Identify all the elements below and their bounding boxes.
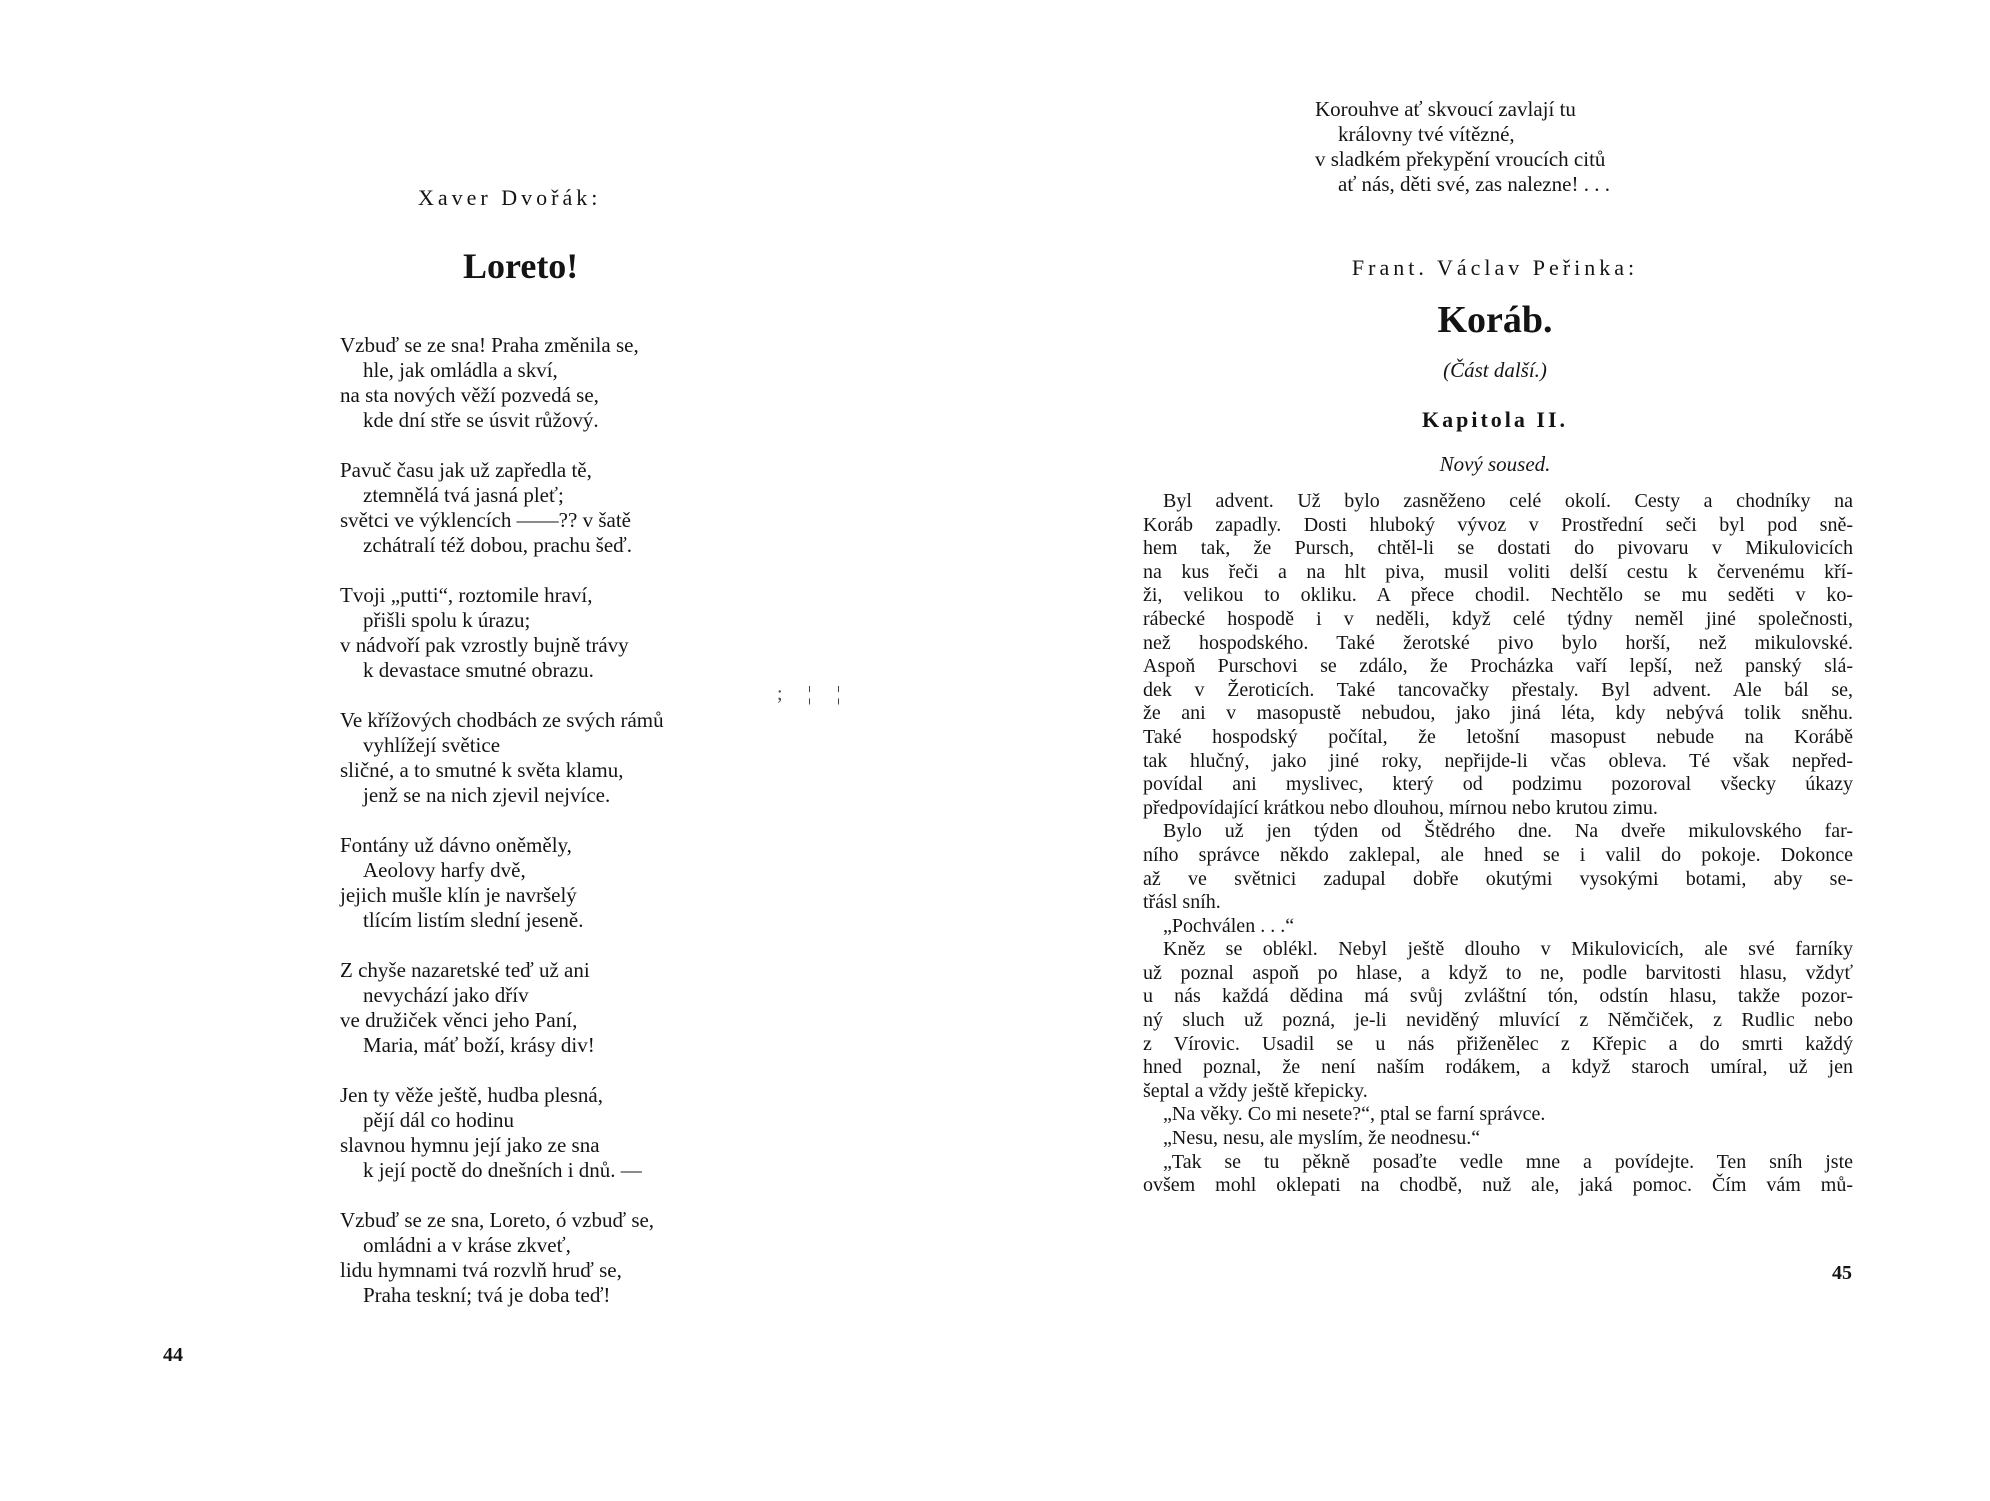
poem-line: zchátralí též dobou, prachu šeď. [363,533,632,557]
poem-line: světci ve výklencích ——?? v šatě [340,508,631,532]
prose-line: už poznal aspoň po hlase, a když to ne, podle barvitosti hlasu, vždyť [1143,961,1853,984]
poem-line: slavnou hymnu její jako ze sna [340,1133,600,1157]
poem-line: ztemnělá tvá jasná pleť; [363,483,564,507]
right-page [995,0,1990,1501]
poem-line: přišli spolu k úrazu; [363,608,531,632]
poem-stanza [340,958,664,1058]
poem-line: královny tvé vítězné, [1338,122,1515,146]
prose-line: že ani v masopustě nebudou, jako jiná léta, kdy nebývá tolik sněhu. [1143,702,1853,725]
prose-body [1143,490,1853,1198]
poem-line: vyhlížejí světice [363,733,501,757]
prose-line: ži, velikou to okliku. A přece chodil. Nechtělo se mu seděti v ko- [1143,584,1853,607]
poem-line: k její poctě do dnešních i dnů. — [363,1158,642,1182]
poem-line: Vzbuď se ze sna, Loreto, ó vzbuď se, [340,1208,655,1232]
poem-line: k devastace smutné obrazu. [363,658,594,682]
poem-stanza [340,333,664,433]
prose-line: povídal ani myslivec, který od podzimu pozoroval všecky úkazy [1143,773,1853,796]
prose-subtitle: (Část další.) [1443,358,1547,382]
prose-title: Koráb. [1437,299,1553,341]
poem-line: pějí dál co hodinu [363,1108,515,1132]
poem-line: v nádvoří pak vzrostly bujně trávy [340,633,629,657]
poem-line: Jen ty věže ještě, hudba plesná, [340,1083,603,1107]
prose-line: u nás každá dědina má svůj zvláštní tón, odstín hlasu, takže pozor- [1143,985,1853,1008]
prose-line: dek v Žeroticích. Také tancovačky přestaly. Byl advent. Ale bál se, [1143,678,1853,701]
poem-line: jejich mušle klín je navršelý [340,883,577,907]
poem-stanza [340,583,664,683]
poem-line: lidu hymnami tvá rozvlň hruď se, [340,1258,622,1282]
poem-body [340,333,664,1333]
poem-stanza [340,708,664,808]
poem-line: jenž se na nich zjevil nejvíce. [363,783,611,807]
prose-line: předpovídající krátkou nebo dlouhou, mírnou nebo krutou zimu. [1143,796,1658,819]
poem-line: Ve křížových chodbách ze svých rámů [340,708,664,732]
prose-line: Byl advent. Už bylo zasněženo celé okolí. Cesty a chodníky na [1163,490,1853,512]
poem-line: Fontány už dávno oněměly, [340,833,572,857]
poem-line: Tvoji „putti“, roztomile hraví, [340,583,593,607]
prose-line: „Tak se tu pěkně posaďte vedle mne a povídejte. Ten sníh jste [1163,1150,1853,1173]
poem-line: Praha teskní; tvá je doba teď! [363,1283,611,1307]
poem-line: v sladkém překypění vroucích citů [1315,147,1606,171]
prose-line: „Na věky. Co mi nesete?“, ptal se farní správce. [1163,1103,1546,1126]
prose-line: ný sluch už pozná, je-li neviděný mluvící z Němčiček, z Rudlic nebo [1143,1009,1853,1032]
scan-marks: ; ¦ ¦ [777,683,851,705]
prose-line: rábecké hospodě i v neděli, když celé týdny neměl jiné společnosti, [1143,607,1853,630]
prose-line: šeptal a vždy ještě křepicky. [1143,1079,1368,1102]
poem-line: Korouhve ať skvoucí zavlají tu [1315,97,1576,121]
prose-line: Také hospodský počítal, že letošní masopust nebude na Korábě [1143,725,1853,748]
page-number: 44 [163,1344,183,1366]
poem-stanza [340,1208,664,1308]
poem-line: kde dní stře se úsvit růžový. [363,408,599,432]
prose-line: ního správce někdo zaklepal, ale hned se i valil do pokoje. Dokonce [1143,843,1853,866]
prose-line: Aspoň Purschovi se zdálo, že Procházka vaří lepší, než panský slá- [1143,655,1853,678]
poem-line: Z chyše nazaretské teď už ani [340,958,590,982]
prose-line: z Vírovic. Usadil se u nás přiženělec z Křepic a do smrti každý [1143,1032,1853,1055]
prose-line: tak hlučný, jako jiné roky, nepřijde-li včas obleva. Té však nepřed- [1143,749,1853,772]
chapter-title: Nový soused. [1439,452,1551,476]
poem-line: Maria, máť boží, krásy div! [363,1033,595,1057]
poem-line: sličné, a to smutné k světa klamu, [340,758,624,782]
poem-stanza [340,1083,664,1183]
poem-author: Xaver Dvořák: [418,185,602,210]
poem-line: Vzbuď se ze sna! Praha změnila se, [340,333,639,357]
poem-line: Pavuč času jak už zapředla tě, [340,458,592,482]
poem-line: Aeolovy harfy dvě, [363,858,526,882]
prose-line: třásl sníh. [1143,891,1221,914]
prose-line: hned poznal, že není naším rodákem, a když staroch umíral, už jen [1143,1056,1853,1079]
poem-line: ve družiček věnci jeho Paní, [340,1008,578,1032]
prose-line: Kněz se oblékl. Nebyl ještě dlouho v Mikulovicích, ale své farníky [1163,938,1853,961]
poem-stanza [340,833,664,933]
poem-line: hle, jak omládla a skví, [363,358,558,382]
page-number: 45 [1832,1262,1852,1284]
prose-author: Frant. Václav Peřinka: [1351,255,1639,280]
chapter-heading: Kapitola II. [1421,407,1569,432]
prose-line: „Pochválen . . .“ [1163,914,1295,937]
poem-line: na sta nových věží pozvedá se, [340,383,599,407]
prose-line: „Nesu, nesu, ale myslím, že neodnesu.“ [1163,1127,1481,1150]
prose-line: Koráb zapadly. Dosti hluboký vývoz v Prostřední seči byl pod sně- [1143,513,1853,536]
poem-line: nevychází jako dřív [363,983,529,1007]
poem-line: tlícím listím slední jeseně. [363,908,584,932]
poem-line: ať nás, děti své, zas nalezne! . . . [1338,172,1610,196]
poem-stanza [340,458,664,558]
prose-line: ovšem mohl oklepati na chodbě, nuž ale, jaká pomoc. Čím vám mů- [1143,1174,1853,1197]
prose-line: Bylo už jen týden od Štědrého dne. Na dveře mikulovského far- [1163,820,1853,843]
prose-line: až ve světnici zadupal dobře okutými vysokými botami, aby se- [1143,867,1853,890]
poem-title: Loreto! [463,246,579,286]
poem-line: omládni a v kráse zkveť, [363,1233,571,1257]
prose-line: než hospodského. Také žerotské pivo bylo horší, než mikulovské. [1143,631,1853,654]
prose-line: hem tak, že Pursch, chtěl-li se dostati do pivovaru v Mikulovicích [1143,537,1853,560]
prose-line: na kus řeči a na hlt piva, musil voliti delší cestu k červenému kří- [1143,560,1853,583]
poem-continuation [1315,97,1610,197]
